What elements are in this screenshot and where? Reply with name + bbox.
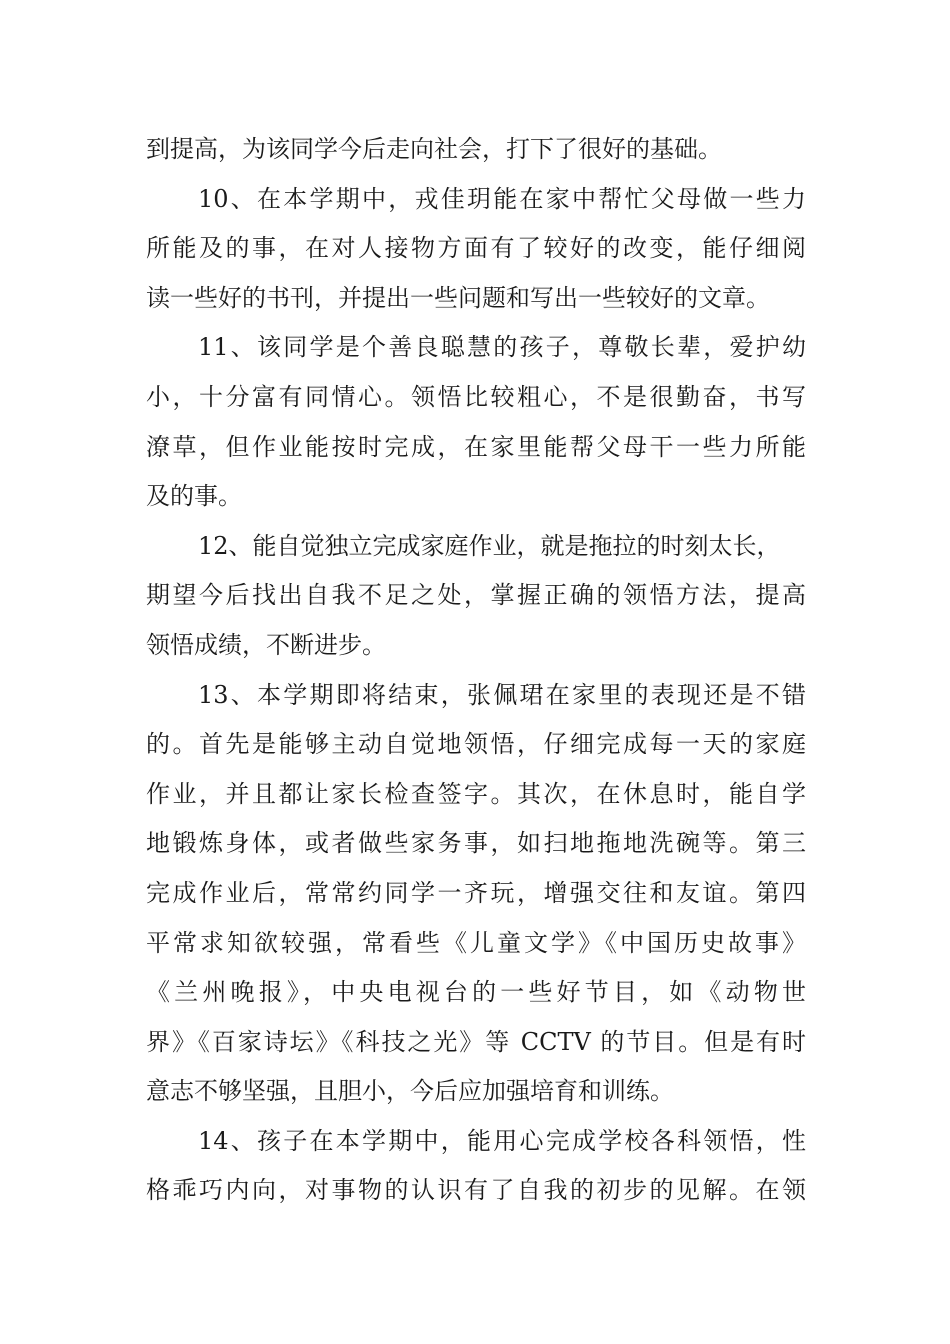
text-line: 地锻炼身体，或者做些家务事，如扫地拖地洗碗等。第三: [146, 829, 806, 858]
text-line: 10、在本学期中，戎佳玥能在家中帮忙父母做一些力: [198, 184, 806, 213]
text-line: 11、该同学是个善良聪慧的孩子，尊敬长辈，爱护幼: [198, 333, 806, 362]
text-line: 14、孩子在本学期中，能用心完成学校各科领悟，性: [198, 1126, 806, 1155]
text-line: 《兰州晚报》，中央电视台的一些好节目，如《动物世: [146, 978, 806, 1007]
text-line: 的。首先是能够主动自觉地领悟，仔细完成每一天的家庭: [146, 730, 806, 759]
text-line: 到提高，为该同学今后走向社会，打下了很好的基础。: [146, 135, 722, 163]
text-line: 及的事。: [146, 482, 242, 511]
text-line: 12、能自觉独立完成家庭作业，就是拖拉的时刻太长，: [198, 531, 781, 560]
text-line: 小，十分富有同情心。领悟比较粗心，不是很勤奋，书写: [146, 382, 806, 411]
text-line: 领悟成绩，不断进步。: [146, 630, 386, 659]
text-line: 格乖巧内向，对事物的认识有了自我的初步的见解。在领: [146, 1176, 806, 1205]
text-line: 期望今后找出自我不足之处，掌握正确的领悟方法，提高: [146, 581, 806, 610]
text-line: 平常求知欲较强，常看些《儿童文学》《中国历史故事》: [146, 928, 806, 957]
text-line: 界》《百家诗坛》《科技之光》等 CCTV 的节目。但是有时: [146, 1027, 806, 1056]
text-line: 13、本学期即将结束，张佩珺在家里的表现还是不错: [198, 680, 806, 709]
text-line: 作业，并且都让家长检查签字。其次，在休息时，能自学: [146, 779, 806, 808]
document-body: [146, 125, 806, 1216]
text-line: 读一些好的书刊，并提出一些问题和写出一些较好的文章。: [146, 283, 770, 312]
text-line: 潦草，但作业能按时完成，在家里能帮父母干一些力所能: [146, 432, 806, 461]
text-line: 所能及的事，在对人接物方面有了较好的改变，能仔细阅: [146, 234, 806, 263]
text-line: 完成作业后，常常约同学一齐玩，增强交往和友谊。第四: [146, 878, 806, 907]
text-line: 意志不够坚强，且胆小，今后应加强培育和训练。: [146, 1077, 674, 1106]
